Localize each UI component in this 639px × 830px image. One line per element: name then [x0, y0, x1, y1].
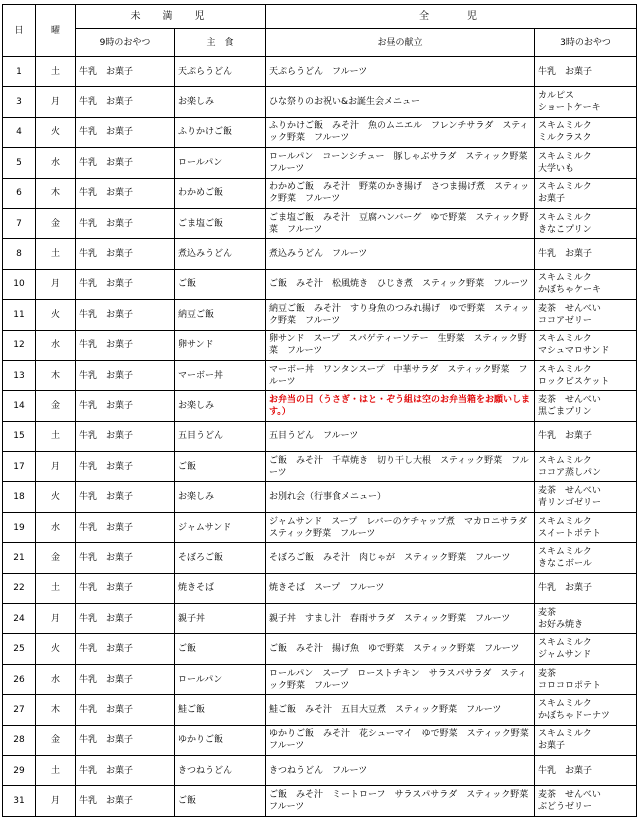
weekday-cell: 火	[36, 482, 76, 512]
day-cell: 26	[3, 664, 36, 694]
staple-cell: ジャムサンド	[175, 512, 266, 542]
table-row	[3, 269, 637, 299]
snack9-cell: 牛乳 お菓子	[76, 452, 175, 482]
weekday-cell: 金	[36, 725, 76, 755]
weekday-cell: 土	[36, 57, 76, 87]
snack3-cell	[535, 482, 637, 512]
table-row	[3, 208, 637, 238]
snack3-line: きなこボール	[538, 558, 592, 569]
snack9-cell: 牛乳 お菓子	[76, 695, 175, 725]
snack3-line: スキムミルク	[538, 638, 592, 649]
snack9-cell: 牛乳 お菓子	[76, 543, 175, 573]
table-row	[3, 239, 637, 269]
staple-cell: ロールパン	[175, 148, 266, 178]
snack3-cell	[535, 300, 637, 330]
weekday-cell: 月	[36, 452, 76, 482]
snack3-line: スイートポテト	[538, 528, 601, 539]
snack3-line: コロコロポテト	[538, 680, 602, 691]
lunch-cell: 煮込みうどん フルーツ	[266, 239, 535, 269]
table-row	[3, 391, 637, 421]
snack9-cell: 牛乳 お菓子	[76, 755, 175, 785]
snack3-line: お菓子	[538, 194, 566, 205]
staple-cell: ふりかけご飯	[175, 117, 266, 147]
day-cell: 13	[3, 360, 36, 390]
snack3-cell	[535, 573, 637, 603]
table-row	[3, 360, 637, 390]
table-row	[3, 755, 637, 785]
snack9-cell: 牛乳 お菓子	[76, 512, 175, 542]
lunch-cell: ゆかりご飯 みそ汁 花シューマイ ゆで野菜 スティック野菜 フルーツ	[266, 725, 535, 755]
table-row	[3, 148, 637, 178]
snack3-cell	[535, 725, 637, 755]
snack3-line: マシュマロサンド	[538, 346, 610, 357]
header-all: 全 児	[266, 5, 637, 29]
day-cell: 8	[3, 239, 36, 269]
day-cell: 21	[3, 543, 36, 573]
snack3-line: スキムミルク	[538, 151, 592, 162]
snack3-line: スキムミルク	[538, 182, 592, 193]
snack3-line: 牛乳 お菓子	[538, 431, 593, 442]
weekday-cell: 金	[36, 391, 76, 421]
snack3-cell	[535, 604, 637, 634]
lunch-cell: ひな祭りのお祝い&お誕生会メニュー	[266, 87, 535, 117]
staple-cell: ご飯	[175, 452, 266, 482]
table-row	[3, 57, 637, 87]
staple-cell: お楽しみ	[175, 482, 266, 512]
snack3-line: スキムミルク	[538, 546, 592, 557]
snack3-line: カルピス	[538, 91, 575, 102]
lunch-cell: 鮭ご飯 みそ汁 五目大豆煮 スティック野菜 フルーツ	[266, 695, 535, 725]
snack3-cell	[535, 695, 637, 725]
snack9-cell: 牛乳 お菓子	[76, 482, 175, 512]
day-cell: 31	[3, 786, 36, 816]
snack3-line: ココア蒸しパン	[538, 467, 602, 478]
weekday-cell: 月	[36, 604, 76, 634]
day-cell: 15	[3, 421, 36, 451]
table-row	[3, 178, 637, 208]
lunch-cell: 納豆ご飯 みそ汁 すり身魚のつみれ揚げ ゆで野菜 スティック野菜 フルーツ	[266, 300, 535, 330]
day-cell: 18	[3, 482, 36, 512]
table-row	[3, 573, 637, 603]
staple-cell: 卵サンド	[175, 330, 266, 360]
day-cell: 10	[3, 269, 36, 299]
snack3-cell	[535, 755, 637, 785]
header-weekday: 曜	[36, 5, 76, 57]
day-cell: 25	[3, 634, 36, 664]
day-cell: 17	[3, 452, 36, 482]
snack3-line: スキムミルク	[538, 516, 592, 527]
weekday-cell: 木	[36, 695, 76, 725]
staple-cell: 焼きそば	[175, 573, 266, 603]
snack3-cell	[535, 786, 637, 816]
table-row	[3, 452, 637, 482]
snack3-line: ショートケーキ	[538, 103, 601, 114]
lunch-cell: ふりかけご飯 みそ汁 魚のムニエル フレンチサラダ スティック野菜 フルーツ	[266, 117, 535, 147]
snack3-cell	[535, 208, 637, 238]
day-cell: 11	[3, 300, 36, 330]
lunch-cell: わかめご飯 みそ汁 野菜のかき揚げ さつま揚げ煮 スティック野菜 フルーツ	[266, 178, 535, 208]
snack3-line: 牛乳 お菓子	[538, 765, 593, 776]
snack3-line: 黒ごまプリン	[538, 406, 592, 417]
lunch-cell: ジャムサンド スープ レバーのケチャップ煮 マカロニサラダ スティック野菜 フルーツ	[266, 512, 535, 542]
snack3-line: かぼちゃケーキ	[538, 285, 602, 296]
lunch-cell: ご飯 みそ汁 揚げ魚 ゆで野菜 スティック野菜 フルーツ	[266, 634, 535, 664]
lunch-cell: きつねうどん フルーツ	[266, 755, 535, 785]
snack3-line: きなこプリン	[538, 224, 592, 235]
snack9-cell: 牛乳 お菓子	[76, 239, 175, 269]
table-row	[3, 482, 637, 512]
weekday-cell: 水	[36, 330, 76, 360]
staple-cell: 親子丼	[175, 604, 266, 634]
day-cell: 3	[3, 87, 36, 117]
header-snack3: 3時のおやつ	[535, 29, 637, 57]
snack9-cell: 牛乳 お菓子	[76, 117, 175, 147]
staple-cell: ご飯	[175, 786, 266, 816]
weekday-cell: 木	[36, 178, 76, 208]
snack3-line: かぼちゃドーナツ	[538, 710, 610, 721]
snack3-cell	[535, 117, 637, 147]
table-row	[3, 117, 637, 147]
day-cell: 4	[3, 117, 36, 147]
day-cell: 5	[3, 148, 36, 178]
snack9-cell: 牛乳 お菓子	[76, 604, 175, 634]
snack3-cell	[535, 239, 637, 269]
weekday-cell: 火	[36, 300, 76, 330]
header-infant: 未 満 児	[76, 5, 266, 29]
snack3-line: スキムミルク	[538, 212, 592, 223]
day-cell: 22	[3, 573, 36, 603]
snack3-line: ロックビスケット	[538, 376, 610, 387]
snack9-cell: 牛乳 お菓子	[76, 330, 175, 360]
day-cell: 7	[3, 208, 36, 238]
staple-cell: マーボー丼	[175, 360, 266, 390]
menu-table	[2, 4, 637, 817]
header-snack9: 9時のおやつ	[76, 29, 175, 57]
day-cell: 1	[3, 57, 36, 87]
lunch-cell: 焼きそば スープ フルーツ	[266, 573, 535, 603]
weekday-cell: 月	[36, 269, 76, 299]
snack3-line: お菓子	[538, 741, 566, 752]
header-row-1	[3, 5, 637, 29]
snack3-line: お好み焼き	[538, 619, 584, 630]
snack3-line: スキムミルク	[538, 334, 592, 345]
snack3-cell	[535, 87, 637, 117]
snack3-line: 麦茶 せんべい	[538, 790, 601, 801]
staple-cell: 納豆ご飯	[175, 300, 266, 330]
snack3-cell	[535, 452, 637, 482]
day-cell: 14	[3, 391, 36, 421]
lunch-cell: ご飯 みそ汁 ミートローフ サラスパサラダ スティック野菜 フルーツ	[266, 786, 535, 816]
lunch-cell: 卵サンド スープ スパゲティーソテー 生野菜 スティック野菜 フルーツ	[266, 330, 535, 360]
lunch-cell: ロールパン コーンシチュー 豚しゃぶサラダ スティック野菜 フルーツ	[266, 148, 535, 178]
lunch-cell: 天ぷらうどん フルーツ	[266, 57, 535, 87]
day-cell: 27	[3, 695, 36, 725]
weekday-cell: 土	[36, 239, 76, 269]
header-day: 日	[3, 5, 36, 57]
snack9-cell: 牛乳 お菓子	[76, 786, 175, 816]
lunch-cell: マーボー丼 ワンタンスープ 中華サラダ スティック野菜 フルーツ	[266, 360, 535, 390]
weekday-cell: 木	[36, 360, 76, 390]
lunch-cell: ご飯 みそ汁 松風焼き ひじき煮 スティック野菜 フルーツ	[266, 269, 535, 299]
snack3-cell	[535, 634, 637, 664]
snack3-cell	[535, 269, 637, 299]
snack3-cell	[535, 512, 637, 542]
table-row	[3, 543, 637, 573]
snack3-line: 牛乳 お菓子	[538, 249, 593, 260]
weekday-cell: 土	[36, 421, 76, 451]
snack9-cell: 牛乳 お菓子	[76, 664, 175, 694]
lunch-cell: ロールパン スープ ローストチキン サラスパサラダ スティック野菜 フルーツ	[266, 664, 535, 694]
snack9-cell: 牛乳 お菓子	[76, 634, 175, 664]
snack9-cell: 牛乳 お菓子	[76, 208, 175, 238]
table-row	[3, 664, 637, 694]
header-row-2	[3, 29, 637, 57]
snack9-cell: 牛乳 お菓子	[76, 178, 175, 208]
staple-cell: 鮭ご飯	[175, 695, 266, 725]
staple-cell: ご飯	[175, 269, 266, 299]
lunch-cell: 五目うどん フルーツ	[266, 421, 535, 451]
snack3-line: 牛乳 お菓子	[538, 66, 593, 77]
weekday-cell: 金	[36, 543, 76, 573]
day-cell: 6	[3, 178, 36, 208]
day-cell: 24	[3, 604, 36, 634]
snack3-cell	[535, 421, 637, 451]
snack3-line: 麦茶	[538, 668, 557, 679]
header-staple: 主 食	[175, 29, 266, 57]
lunch-cell: ご飯 みそ汁 千草焼き 切り干し大根 スティック野菜 フルーツ	[266, 452, 535, 482]
snack3-line: 大学いも	[538, 163, 575, 174]
snack3-line: 青リンゴゼリー	[538, 498, 602, 509]
snack3-cell	[535, 360, 637, 390]
staple-cell: お楽しみ	[175, 391, 266, 421]
snack9-cell: 牛乳 お菓子	[76, 87, 175, 117]
day-cell: 19	[3, 512, 36, 542]
snack3-line: スキムミルク	[538, 121, 592, 132]
staple-cell: ロールパン	[175, 664, 266, 694]
menu-rows	[3, 57, 637, 817]
snack3-line: スキムミルク	[538, 364, 592, 375]
staple-cell: ゆかりご飯	[175, 725, 266, 755]
snack3-cell	[535, 543, 637, 573]
snack3-cell	[535, 178, 637, 208]
weekday-cell: 土	[36, 755, 76, 785]
table-row	[3, 87, 637, 117]
snack3-cell	[535, 57, 637, 87]
staple-cell: ごま塩ご飯	[175, 208, 266, 238]
lunch-cell: 親子丼 すまし汁 春雨サラダ スティック野菜 フルーツ	[266, 604, 535, 634]
day-cell: 12	[3, 330, 36, 360]
snack3-cell	[535, 330, 637, 360]
day-cell: 29	[3, 755, 36, 785]
snack9-cell: 牛乳 お菓子	[76, 148, 175, 178]
table-row	[3, 634, 637, 664]
lunch-cell: ごま塩ご飯 みそ汁 豆腐ハンバーグ ゆで野菜 スティック野菜 フルーツ	[266, 208, 535, 238]
snack3-line: ココアゼリー	[538, 315, 592, 326]
snack3-cell	[535, 391, 637, 421]
table-row	[3, 300, 637, 330]
staple-cell: きつねうどん	[175, 755, 266, 785]
snack3-line: スキムミルク	[538, 455, 592, 466]
staple-cell: わかめご飯	[175, 178, 266, 208]
snack3-line: スキムミルク	[538, 273, 592, 284]
day-cell: 28	[3, 725, 36, 755]
staple-cell: ご飯	[175, 634, 266, 664]
snack3-line: ミルクラスク	[538, 133, 592, 144]
staple-cell: お楽しみ	[175, 87, 266, 117]
snack9-cell: 牛乳 お菓子	[76, 391, 175, 421]
lunch-cell: そぼろご飯 みそ汁 肉じゃが スティック野菜 フルーツ	[266, 543, 535, 573]
weekday-cell: 水	[36, 512, 76, 542]
staple-cell: そぼろご飯	[175, 543, 266, 573]
snack3-line: 麦茶 せんべい	[538, 303, 601, 314]
weekday-cell: 金	[36, 208, 76, 238]
snack9-cell: 牛乳 お菓子	[76, 725, 175, 755]
table-row	[3, 695, 637, 725]
snack9-cell: 牛乳 お菓子	[76, 269, 175, 299]
table-row	[3, 421, 637, 451]
staple-cell: 天ぷらうどん	[175, 57, 266, 87]
header-lunch: お昼の献立	[266, 29, 535, 57]
snack9-cell: 牛乳 お菓子	[76, 57, 175, 87]
lunch-cell: お弁当の日（うさぎ・はと・ぞう組は空のお弁当箱をお願いします。）	[266, 391, 535, 421]
table-row	[3, 604, 637, 634]
snack3-line: スキムミルク	[538, 698, 592, 709]
snack3-line: ジャムサンド	[538, 650, 592, 661]
weekday-cell: 火	[36, 117, 76, 147]
table-row	[3, 330, 637, 360]
snack9-cell: 牛乳 お菓子	[76, 300, 175, 330]
snack9-cell: 牛乳 お菓子	[76, 573, 175, 603]
snack3-line: 麦茶 せんべい	[538, 486, 601, 497]
weekday-cell: 月	[36, 786, 76, 816]
staple-cell: 煮込みうどん	[175, 239, 266, 269]
snack3-line: 牛乳 お菓子	[538, 583, 593, 594]
snack3-line: ぶどうゼリー	[538, 802, 593, 813]
snack9-cell: 牛乳 お菓子	[76, 421, 175, 451]
snack3-cell	[535, 148, 637, 178]
snack3-line: スキムミルク	[538, 729, 592, 740]
weekday-cell: 火	[36, 634, 76, 664]
snack3-line: 麦茶	[538, 607, 557, 618]
snack3-line: 麦茶 せんべい	[538, 394, 601, 405]
table-row	[3, 725, 637, 755]
snack3-cell	[535, 664, 637, 694]
table-row	[3, 512, 637, 542]
snack9-cell: 牛乳 お菓子	[76, 360, 175, 390]
weekday-cell: 水	[36, 148, 76, 178]
lunch-cell: お別れ会（行事食メニュー）	[266, 482, 535, 512]
weekday-cell: 月	[36, 87, 76, 117]
weekday-cell: 土	[36, 573, 76, 603]
table-row	[3, 786, 637, 816]
staple-cell: 五目うどん	[175, 421, 266, 451]
weekday-cell: 水	[36, 664, 76, 694]
